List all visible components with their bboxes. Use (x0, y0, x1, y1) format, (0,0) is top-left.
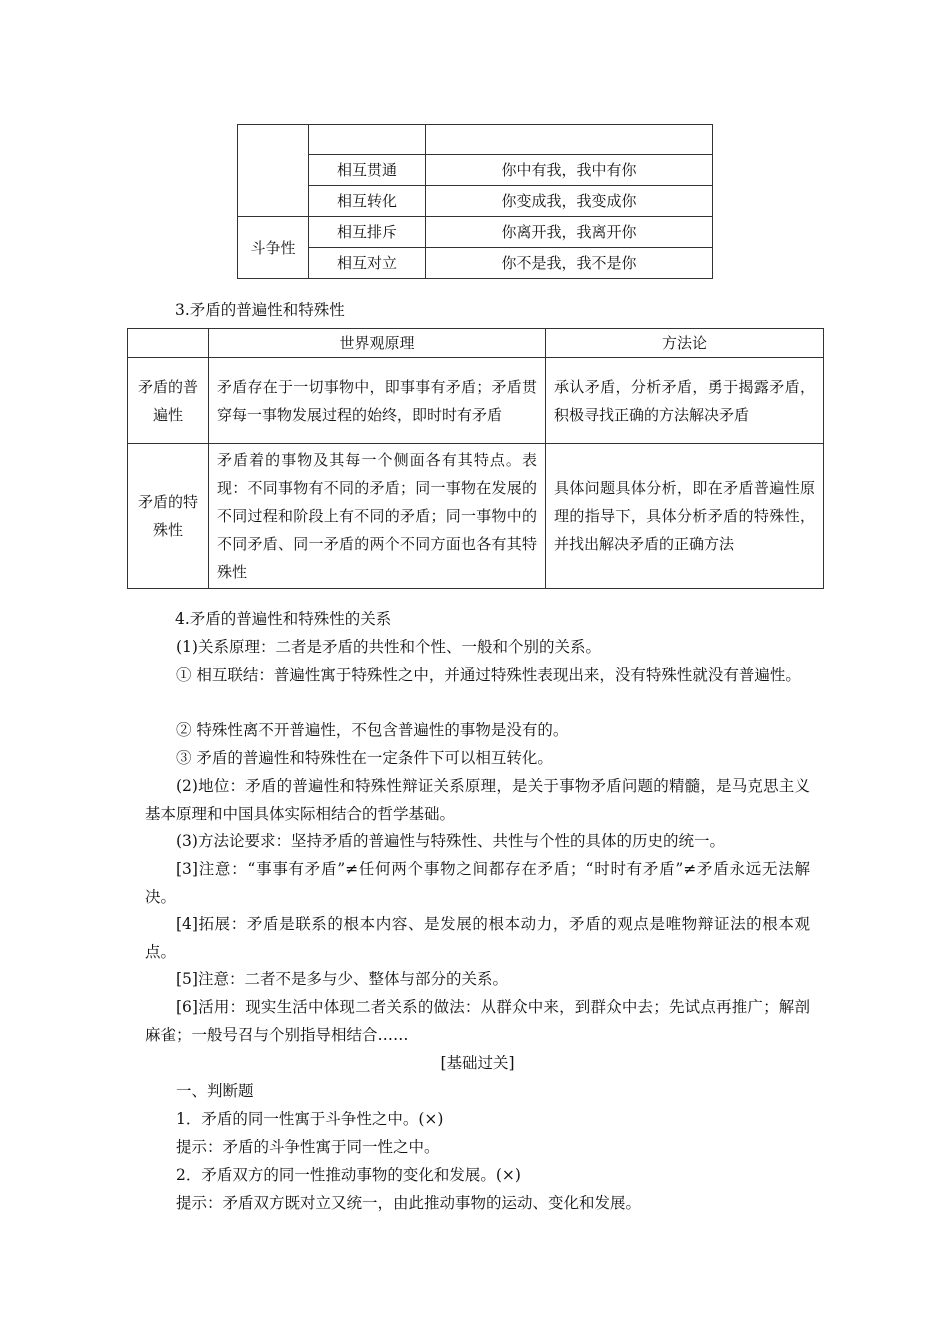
table-cell (309, 125, 426, 155)
table-cell (238, 125, 309, 217)
paragraph: ② 特殊性离不开普遍性，不包含普遍性的事物是没有的。 (176, 721, 569, 739)
table-header (128, 329, 209, 358)
hint: 提示：矛盾双方既对立又统一，由此推动事物的运动、变化和发展。 (176, 1194, 642, 1212)
table-cell: 矛盾着的事物及其每一个侧面各有其特点。表现：不同事物有不同的矛盾；同一事物在发展的不同过程和阶段上有不同的矛盾；同一事物中的不同矛盾、同一矛盾的两个不同方面也各有其特殊性 (209, 444, 546, 589)
question: 2．矛盾双方的同一性推动事物的变化和发展。(×) (176, 1166, 521, 1184)
note-paragraph: [3]注意：“事事有矛盾”≠任何两个事物之间都存在矛盾；“时时有矛盾”≠矛盾永远无法解决。 (145, 860, 810, 906)
table-cell: 矛盾存在于一切事物中，即事事有矛盾；矛盾贯穿每一事物发展过程的始终，即时时有矛盾 (209, 358, 546, 444)
paragraph: ③ 矛盾的普遍性和特殊性在一定条件下可以相互转化。 (176, 749, 553, 767)
paragraph: (1)关系原理：二者是矛盾的共性和个性、一般和个别的关系。 (176, 638, 601, 656)
section-4-title: 4.矛盾的普遍性和特殊性的关系 (175, 610, 392, 628)
table-cell: 你中有我，我中有你 (426, 155, 713, 186)
hint: 提示：矛盾的斗争性寓于同一性之中。 (176, 1138, 440, 1156)
section-3-title: 3.矛盾的普遍性和特殊性 (175, 301, 345, 319)
table-cell: 你变成我，我变成你 (426, 186, 713, 217)
table-row (128, 444, 824, 589)
table-cell (426, 125, 713, 155)
basics-heading: [基础过关] (440, 1054, 515, 1072)
table-cell: 相互对立 (309, 248, 426, 279)
identity-struggle-table (237, 124, 713, 279)
table-cell: 你不是我，我不是你 (426, 248, 713, 279)
table-row (238, 217, 713, 248)
table-cell: 相互贯通 (309, 155, 426, 186)
paragraph: (3)方法论要求：坚持矛盾的普遍性与特殊性、共性与个性的具体的历史的统一。 (176, 832, 725, 850)
table-cell: 斗争性 (238, 217, 309, 279)
table-cell: 承认矛盾，分析矛盾，勇于揭露矛盾，积极寻找正确的方法解决矛盾 (546, 358, 824, 444)
question: 1．矛盾的同一性寓于斗争性之中。(×) (176, 1110, 444, 1128)
table-row (238, 186, 713, 217)
table-header: 方法论 (546, 329, 824, 358)
table-row (238, 125, 713, 155)
table-row (238, 248, 713, 279)
table-cell: 你离开我，我离开你 (426, 217, 713, 248)
table-cell: 具体问题具体分析，即在矛盾普遍性原理的指导下，具体分析矛盾的特殊性，并找出解决矛盾的正确方法 (546, 444, 824, 589)
table-cell: 矛盾的普遍性 (128, 358, 209, 444)
paragraph: (2)地位：矛盾的普遍性和特殊性辩证关系原理，是关于事物矛盾问题的精髓，是马克思主义基本原理和中国具体实际相结合的哲学基础。 (145, 777, 810, 823)
table-header: 世界观原理 (209, 329, 546, 358)
paragraph: ① 相互联结：普遍性寓于特殊性之中，并通过特殊性表现出来，没有特殊性就没有普遍性。 (176, 666, 801, 684)
universality-particularity-table (127, 328, 824, 589)
note-paragraph: [4]拓展：矛盾是联系的根本内容、是发展的根本动力，矛盾的观点是唯物辩证法的根本观点。 (145, 915, 810, 961)
table-row (128, 358, 824, 444)
table-cell: 矛盾的特殊性 (128, 444, 209, 589)
part-title: 一、判断题 (176, 1082, 254, 1100)
note-paragraph: [6]活用：现实生活中体现二者关系的做法：从群众中来，到群众中去；先试点再推广；解剖麻雀；一般号召与个别指导相结合…… (145, 998, 810, 1044)
table-cell: 相互转化 (309, 186, 426, 217)
table-cell: 相互排斥 (309, 217, 426, 248)
table-row (238, 155, 713, 186)
table-header-row (128, 329, 824, 358)
note-paragraph: [5]注意：二者不是多与少、整体与部分的关系。 (176, 970, 508, 988)
